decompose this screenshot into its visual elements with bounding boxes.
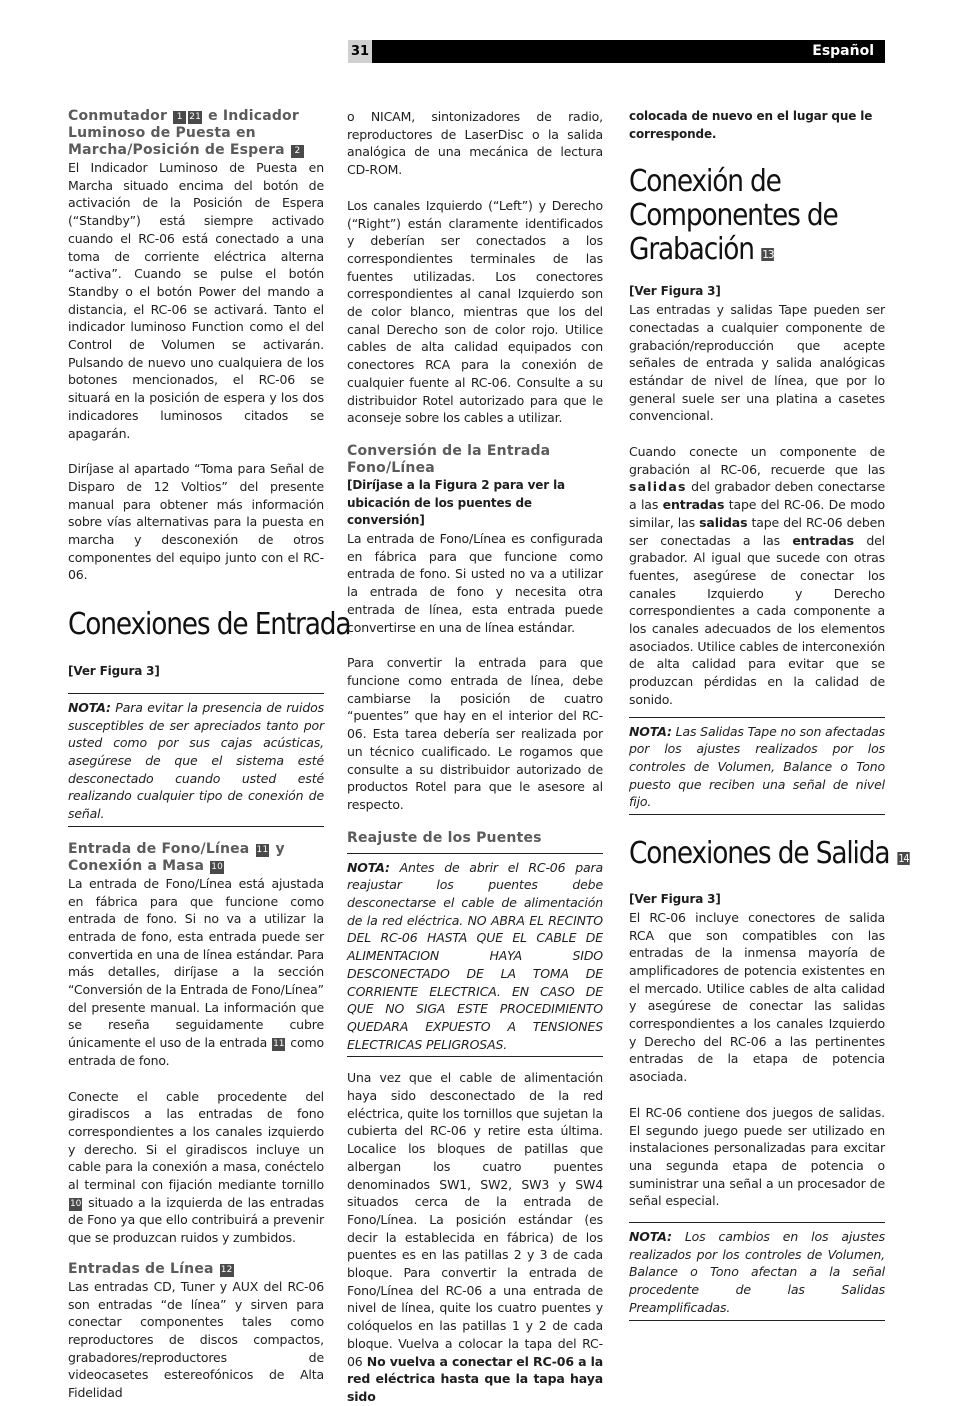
- figure-reference: [Ver Figura 3]: [68, 664, 160, 679]
- paragraph: Una vez que el cable de alimentación haya sido desconectado de la red eléctrica, quite los tornillos que sujetan la cubierta del RC-06 y retire esta última. Localice los bloques de patillas que albergan los cuatro puentes denominados SW1, SW2, SW3 y SW4 situados cerca de la entrada de Fono/Línea. La posición estándar (es decir la establecida en fábrica) de los puentes es en las patillas 2 y 3 de cada bloque. Para convertir la entrada de Fono/Línea del RC-06 a una entrada de nivel de línea, quite los cuatro puentes y colóquelos en las patillas 1 y 2 de cada bloque. Vuelva a colocar la tapa del RC-06 No vuelva a conectar el RC-06 a la red eléctrica hasta que la tapa haya sido: [347, 1070, 603, 1404]
- paragraph: El Indicador Luminoso de Puesta en Marcha situado encima del botón de activación de la Posición de Espera (“Standby”) está siempre activado cuando el RC-06 está conectado a una toma de corriente eléctrica alterna “activa”. Cuando se pulse el botón Standby o el botón Power del mando a distancia, el RC-06 se activará. Tanto el indicador luminoso Function como el del Control de Volumen se activarán. Pulsando de nuevo uno cualquiera de los botones mencionados, el RC-06 se situará en la posición de espera y los dos indicadores luminosos citados se apagarán.: [68, 160, 324, 441]
- ref-number: 13: [762, 248, 774, 262]
- section-title-salida: Conexiones de Salida 14: [629, 836, 909, 872]
- paragraph: Las entradas y salidas Tape pueden ser conectadas a cualquier componente de grabación/reproducción que acepte señales de entrada y salida analógicas estándar de nivel de línea, que por lo general suele ser una platina a casetes convencional.: [629, 302, 885, 424]
- column-2: [347, 108, 603, 1406]
- column-3: [629, 108, 909, 1321]
- section-title-grabacion: Conexión de Componentes de Grabación 13: [629, 164, 838, 268]
- note-box: NOTA: Para evitar la presencia de ruidos susceptibles de ser apreciados tanto por usted como por sus cajas acústicas, asegúrese de que el sistema esté desconectado cuando usted esté realizando cualquier tipo de conexión de señal.: [68, 693, 324, 827]
- paragraph: Conecte el cable procedente del giradiscos a las entradas de fono correspondientes a los canales izquierdo y derecho. Si el giradiscos incluye un cable para la conexión a masa, conéctelo al terminal con fijación mediante tornillo 10 situado a la izquierda de las entradas de Fono ya que ello contribuirá a prevenir que se produzcan ruidos y zumbidos.: [68, 1088, 324, 1246]
- ref-number: 14: [898, 852, 909, 866]
- heading-fono: Entrada de Fono/Línea 11 y Conexión a Masa 10: [68, 840, 285, 874]
- paragraph: Los canales Izquierdo (“Left”) y Derecho (“Right”) están claramente identificados y deberían ser conectados a los correspondientes terminales de las fuentes utilizadas. Los conectores correspondientes al canal Izquierdo son de color blanco, mientras que los del canal Derecho son de color rojo. Utilice cables de alta calidad equipados con conectores RCA para la conexión de cualquier fuente al RC-06. Consulte a su distribuidor Rotel autorizado para que le aconseje sobre los cables a utilizar.: [347, 197, 603, 426]
- figure-reference: [Ver Figura 3]: [629, 284, 721, 299]
- language-label: Español: [812, 43, 874, 59]
- ref-number: 21: [189, 112, 202, 122]
- heading-linea: Entradas de Línea 12: [68, 1260, 233, 1277]
- header-bar: [348, 40, 885, 63]
- ref-number: 12: [220, 1264, 233, 1275]
- figure-reference: [Diríjase a la Figura 2 para ver la ubicación de los puentes de conversión]: [347, 477, 565, 528]
- note-box: NOTA: Los cambios en los ajustes realizados por los controles de Volumen, Balance o Tono afectan a la señal procedente de las Salidas Preamplificadas.: [629, 1222, 885, 1321]
- paragraph: Diríjase al apartado “Toma para Señal de Disparo de 12 Voltios” del presente manual para obtener más información sobre vías alternativas para la puesta en marcha y desconexión de otros componentes del equipo junto con el RC-06.: [68, 461, 324, 583]
- paragraph: El RC-06 incluye conectores de salida RCA que son compatibles con las entradas de la inmensa mayoría de amplificadores de potencia existentes en el mercado. Utilice cables de alta calidad y asegúrese de conectar las salidas correspondientes a los canales Izquierdo y Derecho del RC-06 a las pertinentes entradas de la etapa de potencia asociada.: [629, 909, 885, 1085]
- section-title-entrada: Conexiones de Entrada: [68, 607, 351, 643]
- paragraph: La entrada de Fono/Línea es configurada en fábrica para que funcione como entrada de fono. Si usted no va a utilizar la entrada de fono y necesita otra entrada de línea, esta entrada puede convertirse en una de línea estándar.: [347, 531, 603, 635]
- page-number: 31: [348, 40, 372, 63]
- heading-conversion: Conversión de la Entrada Fono/Línea: [347, 442, 551, 476]
- ref-number: 1: [173, 111, 186, 124]
- ref-number: 10: [70, 1198, 82, 1209]
- ref-number: 11: [273, 1039, 285, 1050]
- note-box: NOTA: Antes de abrir el RC-06 para reajustar los puentes debe desconectarse el cable de alimentación de la red eléctrica. NO ABRA EL RECINTO DEL RC-06 HASTA QUE EL CABLE DE ALIMENTACION HAYA SIDO DESCONECTADO DE LA TOMA DE CORRIENTE ELECTRICA. EN CASO DE QUE NO SIGA ESTE PROCEDIMIENTO QUEDARA EXPUESTO A TENSIONES ELECTRICAS PELIGROSAS.: [347, 853, 603, 1058]
- paragraph: Las entradas CD, Tuner y AUX del RC-06 son entradas “de línea” y sirven para conectar componentes tales como reproductores de discos compactos, grabadores/reproductores de videocasetes estereofónicos de Alta Fidelidad: [68, 1278, 324, 1401]
- ref-number: 10: [211, 861, 224, 872]
- paragraph: o NICAM, sintonizadores de radio, reproductores de LaserDisc o la salida analógica de una mecánica de lectura CD-ROM.: [347, 109, 603, 178]
- paragraph: El RC-06 contiene dos juegos de salidas. El segundo juego puede ser utilizado en instalaciones personalizadas para excitar una segunda etapa de potencia o suministrar una señal a un procesador de señal especial.: [629, 1104, 885, 1209]
- column-1: [68, 108, 351, 1402]
- figure-reference: [Ver Figura 3]: [629, 892, 721, 907]
- heading-reajuste: Reajuste de los Puentes: [347, 829, 542, 846]
- ref-number: 2: [291, 145, 304, 158]
- paragraph: Cuando conecte un componente de grabación al RC-06, recuerde que las salidas del grabador deben conectarse a las entradas tape del RC-06. De modo similar, las salidas tape del RC-06 deben ser conectadas a las entradas del grabador. Al igual que sucede con otras fuentes, asegúrese de conectar los canales Izquierdo y Derecho correspondientes a cada componente a los canales adecuados de los elementos asociados. Utilice cables de interconexión de alta calidad para evitar que se produzcan pérdidas en la calidad de sonido.: [629, 444, 885, 707]
- ref-number: 11: [256, 844, 269, 855]
- note-box: NOTA: Las Salidas Tape no son afectadas por los ajustes realizados por los controles de Volumen, Balance o Tono puesto que reciben una señal de nivel fijo.: [629, 717, 885, 816]
- paragraph-bold: colocada de nuevo en el lugar que le corresponde.: [629, 109, 873, 141]
- heading-conmutador: Conmutador 1 21 e Indicador Luminoso de Puesta en Marcha/Posición de Espera 2: [68, 108, 324, 159]
- paragraph: Para convertir la entrada para que funcione como entrada de línea, debe cambiarse la posición de cuatro “puentes” que hay en el interior del RC-06. Esta tarea debería ser realizada por un técnico cualificado. Le rogamos que consulte a su distribuidor autorizado de productos Rotel para que le asesore al respecto.: [347, 655, 603, 812]
- paragraph: La entrada de Fono/Línea está ajustada en fábrica para que funcione como entrada de fono. Si no va a utilizar la entrada de fono, esta entrada puede ser convertida en una de línea estándar. Para más detalles, diríjase a la sección “Conversión de la Entrada de Fono/Línea” del presente manual. La información que se reseña seguidamente cubre únicamente el uso de la entrada 11 como entrada de fono.: [68, 875, 325, 1068]
